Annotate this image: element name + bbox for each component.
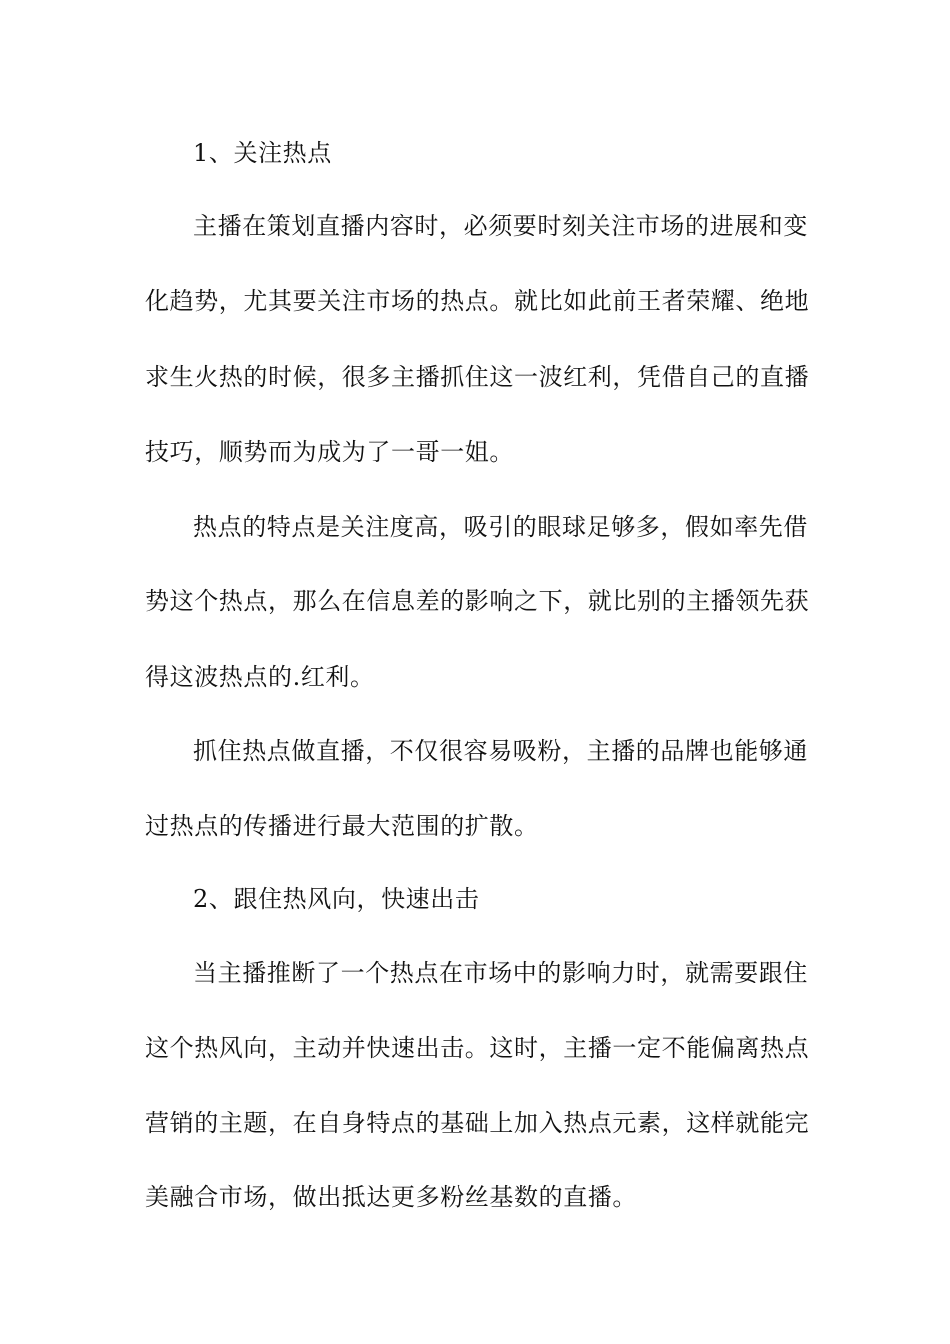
paragraph-line: 技巧，顺势而为成为了一哥一姐。 [145, 438, 514, 466]
paragraph-line: 过热点的传播进行最大范围的扩散。 [145, 812, 539, 840]
paragraph-line: 这个热风向，主动并快速出击。这时，主播一定不能偏离热点 [145, 1034, 810, 1062]
paragraph-line: 求生火热的时候，很多主播抓住这一波红利，凭借自己的直播 [145, 363, 810, 391]
paragraph-line: 主播在策划直播内容时，必须要时刻关注市场的进展和变 [193, 212, 808, 240]
section-heading-hot-topics: 1、关注热点 [193, 139, 332, 167]
paragraph-line: 得这波热点的.红利。 [145, 663, 375, 691]
paragraph-line: 当主播推断了一个热点在市场中的影响力时，就需要跟住 [193, 959, 808, 987]
paragraph-line: 势这个热点，那么在信息差的影响之下，就比别的主播领先获 [145, 587, 810, 615]
paragraph-line: 热点的特点是关注度高，吸引的眼球足够多，假如率先借 [193, 513, 808, 541]
section-heading-follow-trend: 2、跟住热风向，快速出击 [193, 885, 480, 913]
paragraph-line: 化趋势，尤其要关注市场的热点。就比如此前王者荣耀、绝地 [145, 287, 810, 315]
paragraph-line: 美融合市场，做出抵达更多粉丝基数的直播。 [145, 1183, 637, 1211]
paragraph-line: 抓住热点做直播，不仅很容易吸粉，主播的品牌也能够通 [193, 737, 808, 765]
paragraph-line: 营销的主题，在自身特点的基础上加入热点元素，这样就能完 [145, 1109, 810, 1137]
